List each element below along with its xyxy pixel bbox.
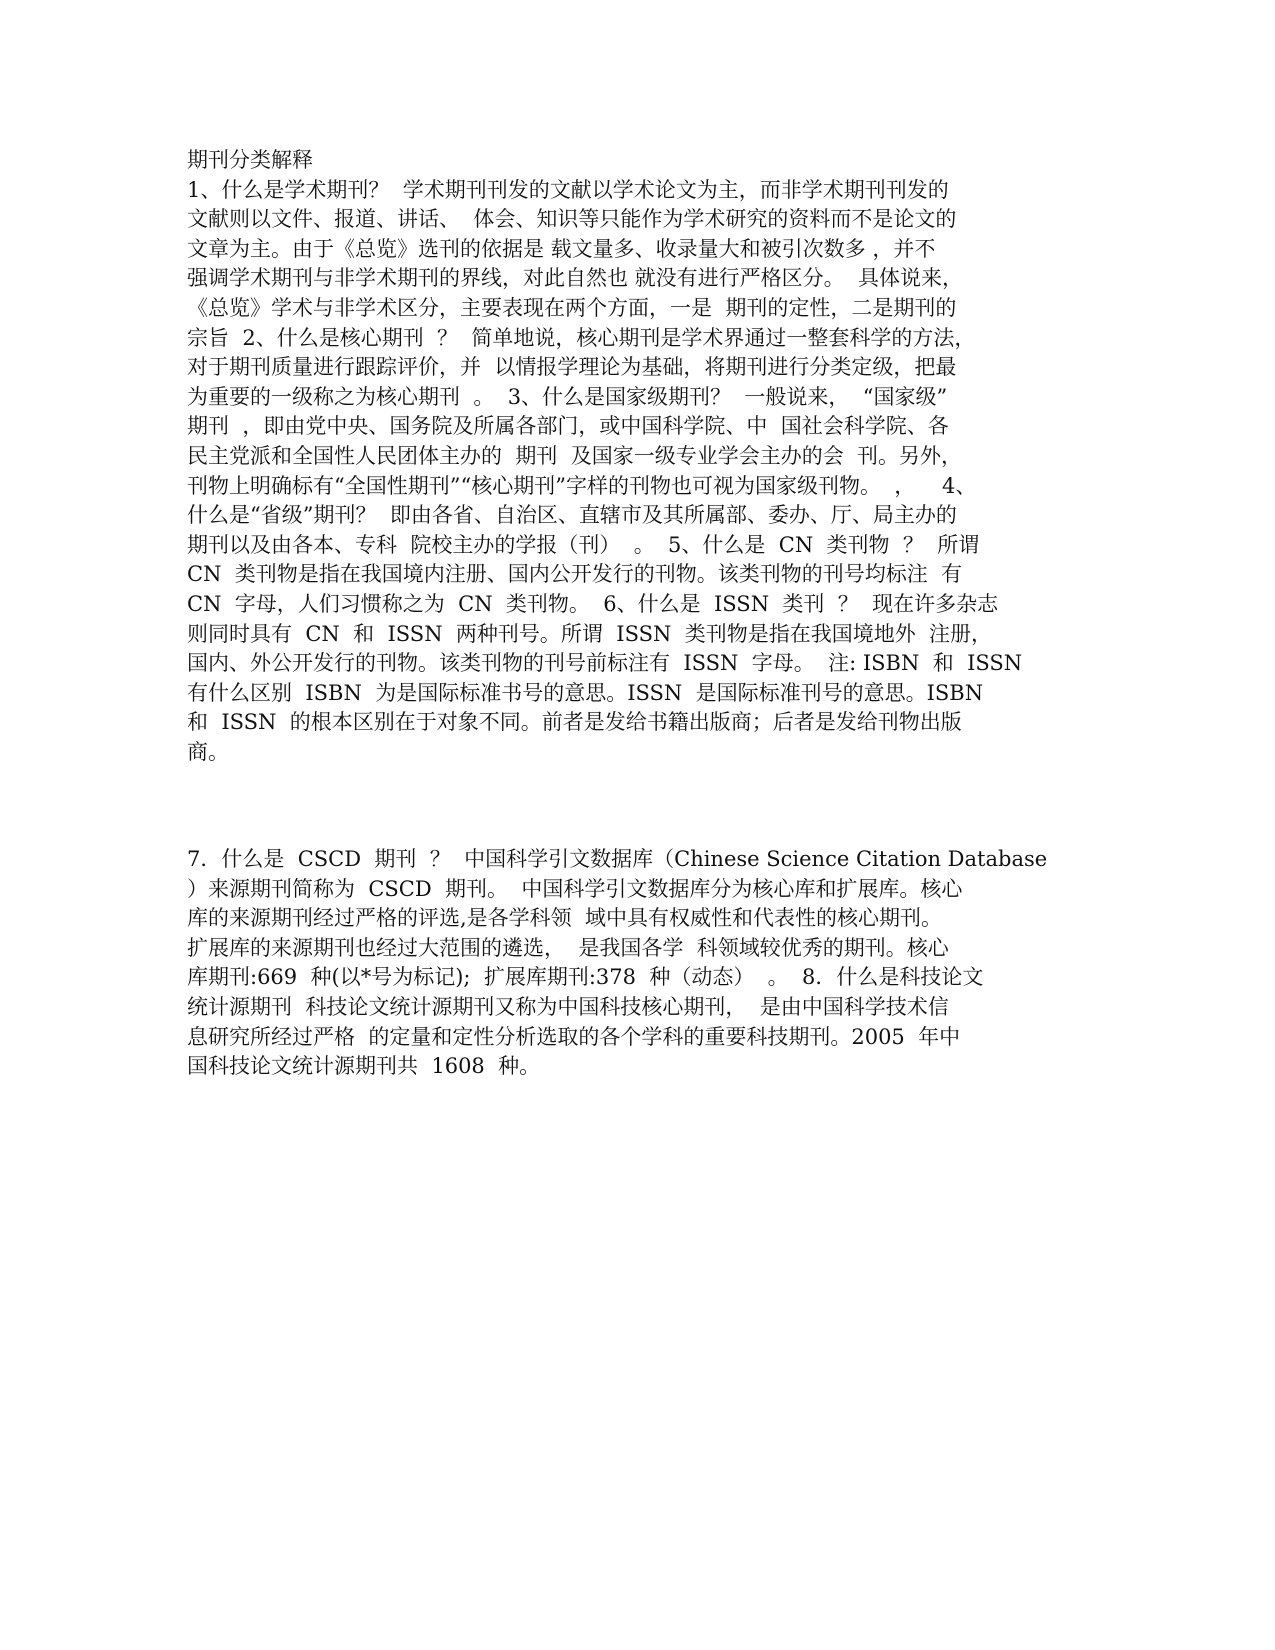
paragraph-1-line: 文献则以文件、报道、讲话、 体会、知识等只能作为学术研究的资料而不是论文的	[187, 207, 957, 232]
paragraph-1-line: 宗旨 2、什么是核心期刊 ？ 简单地说，核心期刊是学术界通过一整套科学的方法，	[187, 325, 976, 350]
paragraph-1-line: 和 ISSN 的根本区别在于对象不同。前者是发给书籍出版商；后者是发给刊物出版	[187, 710, 962, 735]
paragraph-1-line: 强调学术期刊与非学术期刊的界线，对此自然也 就没有进行严格区分。 具体说来，	[187, 266, 964, 291]
paragraph-1-line: 刊物上明确标有“全国性期刊”“核心期刊”字样的刊物也可视为国家级刊物。 ， 4、	[187, 473, 977, 498]
paragraph-1-line: 有什么区别 ISBN 为是国际标准书号的意思。ISSN 是国际标准刊号的意思。ISBN	[187, 680, 984, 705]
paragraph-1-line: 1、什么是学术期刊？ 学术期刊刊发的文献以学术论文为主，而非学术期刊刊发的	[187, 177, 949, 202]
paragraph-1-line: 则同时具有 CN 和 ISSN 两种刊号。所谓 ISSN 类刊物是指在我国境地外 注册，	[187, 621, 993, 646]
paragraph-2-line: 7．什么是 CSCD 期刊 ？ 中国科学引文数据库（Chinese Science Citation Database	[187, 847, 1048, 871]
paragraph-1-line: 商。	[187, 739, 229, 764]
paragraph-1-line: 什么是“省级”期刊？ 即由各省、自治区、直辖市及其所属部、委办、厅、局主办的	[187, 503, 957, 528]
paragraph-2-line: 息研究所经过严格 的定量和定性分析选取的各个学科的重要科技期刊。2005 年中	[187, 1024, 961, 1049]
paragraph-2-line: 扩展库的来源期刊也经过大范围的遴选， 是我国各学 科领域较优秀的期刊。核心	[187, 935, 949, 960]
paragraph-1-line: 为重要的一级称之为核心期刊 。 3、什么是国家级期刊？ 一般说来， “国家级”	[187, 384, 948, 409]
paragraph-2-line: 库期刊:669 种(以*号为标记); 扩展库期刊:378 种（动态） 。 8．什么是科技论文	[187, 965, 984, 990]
paragraph-2-line: 统计源期刊 科技论文统计源期刊又称为中国科技核心期刊， 是由中国科学技术信	[187, 994, 949, 1019]
main-text-block	[187, 146, 1107, 767]
paragraph-1-line: CN 类刊物是指在我国境内注册、国内公开发行的刊物。该类刊物的刊号均标注 有	[187, 562, 963, 587]
paragraph-1-line: 民主党派和全国性人民团体主办的 期刊 及国家一级专业学会主办的会 刊。另外，	[187, 443, 963, 468]
paragraph-2-line: 国科技论文统计源期刊共 1608 种。	[187, 1054, 541, 1079]
document-title: 期刊分类解释	[187, 148, 313, 172]
paragraph-2-line: ）来源期刊简称为 CSCD 期刊。 中国科学引文数据库分为核心库和扩展库。核心	[187, 876, 963, 901]
paragraph-1-line: 《总览》学术与非学术区分，主要表现在两个方面，一是 期刊的定性，二是期刊的	[187, 295, 957, 320]
paragraph-2-line: 库的来源期刊经过严格的评选,是各学科领 域中具有权威性和代表性的核心期刊。	[187, 906, 943, 931]
paragraph-1-line: 对于期刊质量进行跟踪评价，并 以情报学理论为基础，将期刊进行分类定级，把最	[187, 355, 957, 380]
paragraph-1-line: 文章为主。由于《总览》选刊的依据是 载文量多、收录量大和被引次数多 ，并不	[187, 236, 936, 261]
paragraph-1-line: 国内、外公开发行的刊物。该类刊物的刊号前标注有 ISSN 字母。 注: ISBN 和 ISSN	[187, 651, 1023, 676]
paragraph-1-line: 期刊 ，即由党中央、国务院及所属各部门，或中国科学院、中 国社会科学院、各	[187, 414, 949, 439]
second-text-block	[187, 845, 1107, 1082]
paragraph-1-line: 期刊以及由各本、专科 院校主办的学报（刊） 。 5、什么是 CN 类刊物 ？ 所谓	[187, 532, 980, 557]
paragraph-1-line: CN 字母，人们习惯称之为 CN 类刊物。 6、什么是 ISSN 类刊 ？ 现在许多杂志	[187, 591, 999, 616]
